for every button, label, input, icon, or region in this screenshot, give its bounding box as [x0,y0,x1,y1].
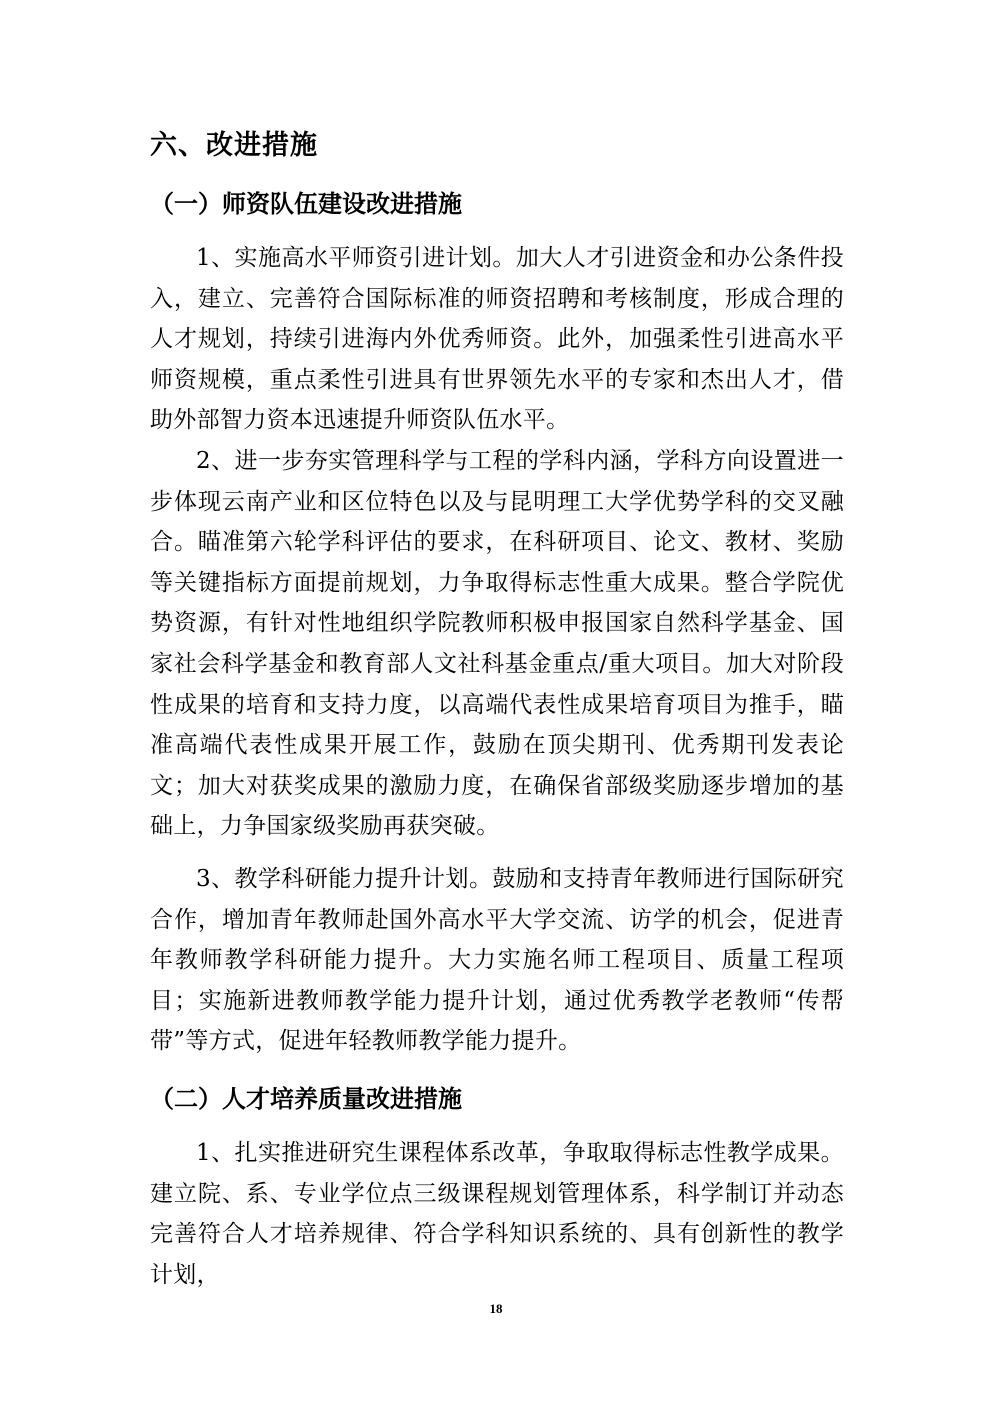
paragraph: 2、进一步夯实管理科学与工程的学科内涵，学科方向设置进一步体现云南产业和区位特色以及与昆明理工大学优势学科的交叉融合。瞄准第六轮学科评估的要求，在科研项目、论文、教材、奖励等关键指标方面提前规划，力争取得标志性重大成果。整合学院优势资源，有针对性地组织学院教师积极申报国家自然科学基金、国家社会科学基金和教育部人文社科基金重点/重大项目。加大对阶段性成果的培育和支持力度，以高端代表性成果培育项目为推手，瞄准高端代表性成果开展工作，鼓励在顶尖期刊、优秀期刊发表论文；加大对获奖成果的激励力度，在确保省部级奖励逐步增加的基础上，力争国家级奖励再获突破。 [150,448,844,840]
paragraph: 1、实施高水平师资引进计划。加大人才引进资金和办公条件投入，建立、完善符合国际标准的师资招聘和考核制度，形成合理的人才规划，持续引进海内外优秀师资。此外，加强柔性引进高水平师资规模，重点柔性引进具有世界领先水平的专家和杰出人才，借助外部智力资本迅速提升师资队伍水平。 [150,245,844,434]
paragraph: 3、教学科研能力提升计划。鼓励和支持青年教师进行国际研究合作，增加青年教师赴国外高水平大学交流、访学的机会，促进青年教师教学科研能力提升。大力实施名师工程项目、质量工程项目；实施新进教师教学能力提升计划，通过优秀教学老教师“传帮带”等方式，促进年轻教师教学能力提升。 [150,866,844,1055]
page-number: 18 [489,1301,503,1316]
section-title: 六、改进措施 [150,130,318,161]
subsection-heading-2: （二）人才培养质量改进措施 [150,1085,462,1113]
paragraph: 1、扎实推进研究生课程体系改革，争取取得标志性教学成果。建立院、系、专业学位点三级课程规划管理体系，科学制订并动态完善符合人才培养规律、符合学科知识系统的、具有创新性的教学计划， [150,1140,844,1288]
subsection-heading-1: （一）师资队伍建设改进措施 [150,190,462,218]
